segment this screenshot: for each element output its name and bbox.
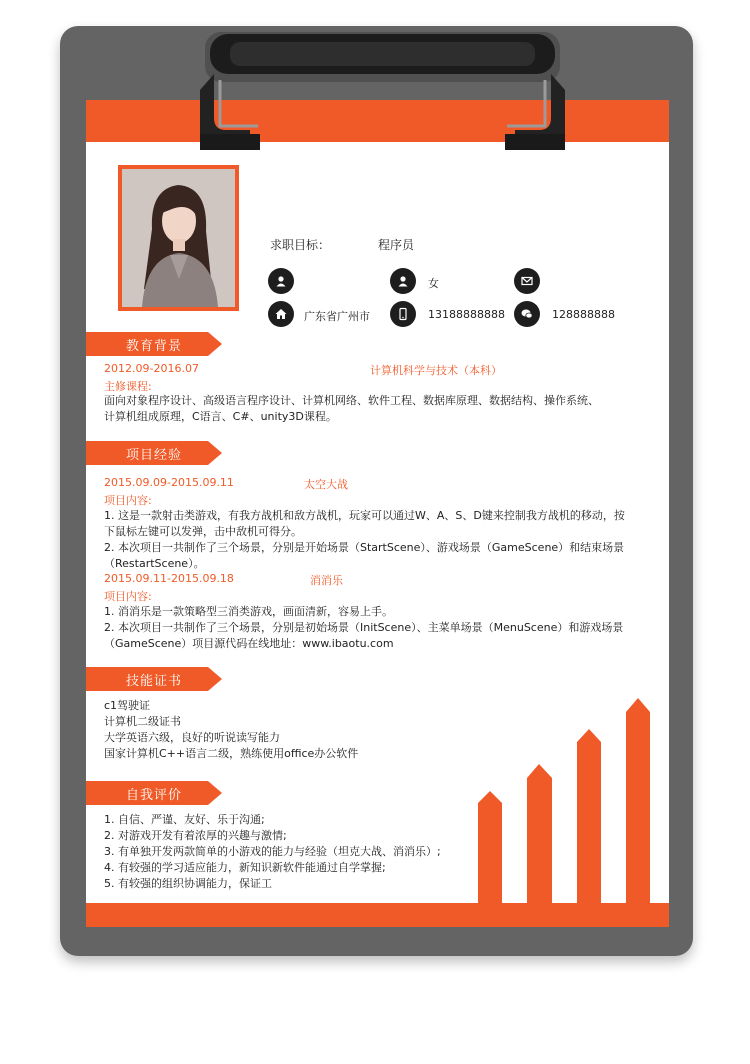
bottom-accent-bar [86, 903, 669, 927]
job-objective-label: 求职目标： [270, 238, 331, 252]
project-line: （RestartScene）。 [104, 557, 205, 570]
project-line: 1. 这是一款射击类游戏，有我方战机和敌方战机，玩家可以通过W、A、S、D键来控制我方战机的移动，按 [104, 509, 625, 522]
contact-chat-text: 128888888 [552, 308, 615, 321]
project-content-label: 项目内容: [104, 590, 152, 603]
resume-paper [86, 100, 669, 927]
self-eval-line: 2. 对游戏开发有着浓厚的兴趣与激情; [104, 829, 287, 842]
skill-line: 计算机二级证书 [104, 715, 181, 728]
project-line: （GameScene）项目源代码在线地址：www.ibaotu.com [104, 637, 394, 650]
project-line: 2. 本次项目一共制作了三个场景，分别是初始场景（InitScene）、主菜单场景（MenuScene）和游戏场景 [104, 621, 624, 634]
project-line: 1. 消消乐是一款策略型三消类游戏，画面清新，容易上手。 [104, 605, 393, 618]
project-line: 2. 本次项目一共制作了三个场景，分别是开始场景（StartScene）、游戏场景（GameScene）和结束场景 [104, 541, 625, 554]
decor-bar [577, 729, 601, 903]
contact-location-text: 广东省广州市 [304, 310, 370, 323]
project-content-label: 项目内容: [104, 494, 152, 507]
self-eval-line: 5. 有较强的组织协调能力，保证工 [104, 877, 272, 890]
section-education-title: 教育背景 [126, 339, 183, 354]
decor-bar [527, 764, 552, 903]
skill-line: c1驾驶证 [104, 699, 151, 712]
job-objective-value: 程序员 [378, 238, 415, 252]
decor-bar [478, 791, 502, 903]
section-skills-title: 技能证书 [126, 674, 183, 689]
section-self-eval-title: 自我评价 [126, 788, 183, 803]
clipboard-clip [200, 30, 565, 150]
education-courses-line: 计算机组成原理，C语言、C#、unity3D课程。 [104, 410, 337, 423]
contact-gender-text: 女 [428, 277, 439, 290]
section-self-eval-tag [86, 781, 222, 805]
contact-phone-text: 13188888888 [428, 308, 505, 321]
decor-bar [626, 698, 650, 903]
project-name: 太空大战 [304, 478, 348, 491]
skill-line: 国家计算机C++语言二级，熟练使用office办公软件 [104, 747, 359, 760]
self-eval-line: 1. 自信、严谨、友好、乐于沟通; [104, 813, 265, 826]
project-line: 下鼠标左键可以发弹，击中敌机可得分。 [104, 525, 302, 538]
education-courses-label: 主修课程: [104, 380, 152, 393]
project-period: 2015.09.11-2015.09.18 [104, 572, 234, 585]
self-eval-line: 4. 有较强的学习适应能力，新知识新软件能通过自学掌握; [104, 861, 386, 874]
section-projects-title: 项目经验 [126, 448, 183, 463]
self-eval-line: 3. 有单独开发两款简单的小游戏的能力与经验（坦克大战、消消乐）; [104, 845, 441, 858]
project-period: 2015.09.09-2015.09.11 [104, 476, 234, 489]
education-courses-line: 面向对象程序设计、高级语言程序设计、计算机网络、软件工程、数据库原理、数据结构、操作系统、 [104, 394, 599, 407]
skill-line: 大学英语六级，良好的听说读写能力 [104, 731, 280, 744]
education-major: 计算机科学与技术（本科） [370, 364, 502, 377]
project-name: 消消乐 [310, 574, 343, 587]
education-period: 2012.09-2016.07 [104, 362, 199, 375]
